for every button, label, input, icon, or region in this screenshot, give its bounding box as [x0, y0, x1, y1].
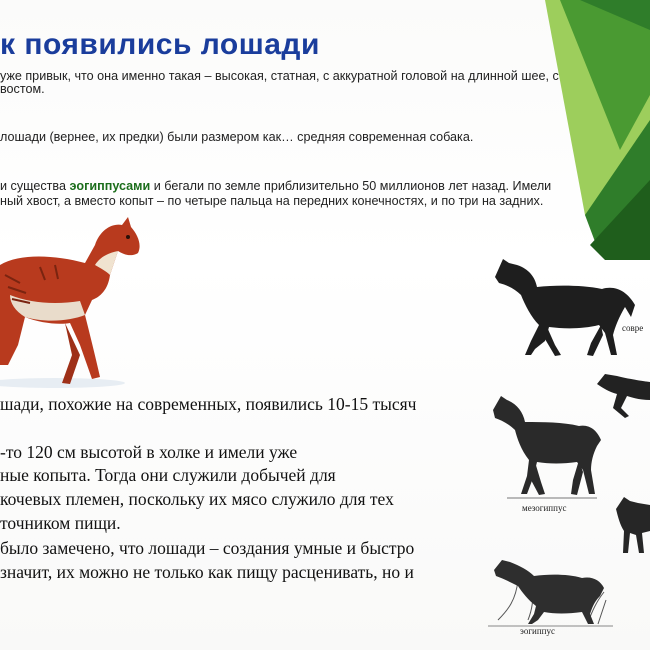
eohippus-text-a: и существа — [0, 179, 70, 193]
intro-line-2: востом. — [0, 82, 45, 96]
body-line-1: шади, похожие на современных, появились 10-15 тысяч — [0, 394, 417, 414]
ancestor-size-paragraph: лошади (вернее, их предки) были размером как… средняя современная собака. — [0, 130, 474, 144]
eohippus-paragraph-line-1 — [0, 179, 551, 194]
eohippus-paragraph-line-2: ный хвост, а вместо копыт – по четыре пальца на передних конечностях, и по три на задних. — [0, 194, 544, 208]
mesohippus-sketch-icon — [487, 390, 607, 505]
body-line-2: -то 120 см высотой в холке и имели уже — [0, 442, 298, 462]
caption-modern: совре — [622, 323, 644, 333]
body-line-7: значит, их можно не только как пищу расценивать, но и — [0, 562, 414, 582]
page-title: к появились лошади — [0, 28, 320, 61]
intro-line-1: уже привык, что она именно такая – высокая, статная, с аккуратной головой на длинной шее, с — [0, 69, 559, 83]
body-line-3: ные копыта. Тогда они служили добычей для — [0, 465, 336, 485]
small-horse-sketch-icon — [612, 495, 650, 560]
caption-mesohippus: мезогиппус — [522, 503, 567, 513]
modern-horse-sketch-icon — [487, 255, 637, 360]
eohippus-text-b: и бегали по земле приблизительно 50 миллионов лет назад. Имели — [150, 179, 552, 193]
body-line-4: кочевых племен, поскольку их мясо служило для тех — [0, 489, 394, 509]
eohippus-sketch-icon — [488, 540, 613, 630]
body-line-6: было замечено, что лошади – создания умные и быстро — [0, 538, 415, 558]
body-line-5: точником пищи. — [0, 513, 121, 533]
eohippus-term: эогиппусами — [69, 179, 151, 193]
eohippus-illustration-icon — [0, 205, 160, 390]
caption-eohippus: эогиппус — [520, 626, 555, 636]
